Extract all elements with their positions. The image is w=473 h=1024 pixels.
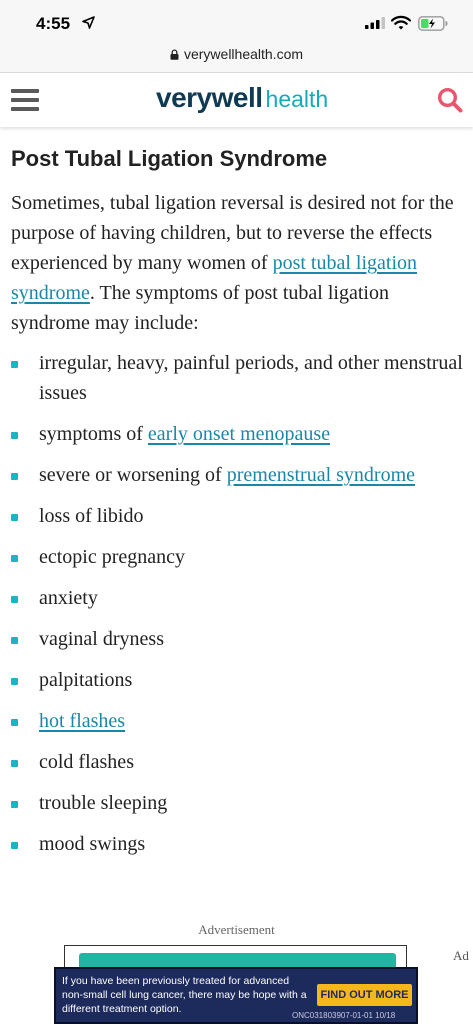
advertisement-label: Advertisement [198,922,275,937]
bullet-icon [11,842,18,849]
list-item [11,706,463,736]
link-early-onset-menopause[interactable]: early onset menopause [147,423,331,445]
status-time: 4:55 [36,14,71,33]
site-header [0,73,473,127]
lock-icon [170,49,179,60]
wifi-icon [391,15,411,30]
site-logo[interactable] [156,82,328,114]
ad-code: ONC031803907-01-01 10/18 [292,1011,396,1020]
bullet-icon [11,514,18,521]
list-item-text: mood swings [39,833,146,855]
list-item [11,747,463,777]
list-item-text: anxiety [39,587,98,609]
logo-verywell: verywell [156,82,263,113]
battery-charging-icon [418,16,448,31]
bullet-icon [11,637,18,644]
list-item-text: irregular, heavy, painful periods, and other menstrual issues [39,352,463,404]
list-item-text: symptoms of [39,423,148,445]
link-hot-flashes[interactable]: hot flashes [39,710,126,732]
link-premenstrual-syndrome[interactable]: premenstrual syndrome [226,464,415,486]
intro-text-2: . The symptoms of post tubal ligation syndrome may include: [11,282,389,334]
location-arrow-icon [82,16,95,29]
list-item [11,460,463,490]
bullet-icon [11,432,18,439]
cellular-signal-icon [365,17,385,29]
bullet-icon [11,555,18,562]
search-icon[interactable] [437,87,463,113]
status-bar [0,0,473,44]
intro-paragraph [11,188,463,338]
list-item [11,665,463,695]
ad-marker: Ad [453,948,469,963]
list-item [11,829,463,859]
list-item [11,583,463,613]
list-item-text: palpitations [39,669,133,691]
ad-banner[interactable] [54,967,418,1024]
bullet-icon [11,678,18,685]
list-item-text: loss of libido [39,505,144,527]
bullet-icon [11,801,18,808]
list-item [11,788,463,818]
url-bar[interactable] [0,44,473,73]
intro-text-1: Sometimes, tubal ligation reversal is desired not for the purpose of having children, but to reverse the effects experienced by many women of [11,192,454,274]
bullet-icon [11,719,18,726]
ad-find-out-more-button[interactable]: FIND OUT MORE [317,984,412,1006]
list-item-text: vaginal dryness [39,628,164,650]
list-item [11,348,463,408]
bullet-icon [11,473,18,480]
bullet-icon [11,596,18,603]
article-body [11,144,463,870]
symptom-list [11,348,463,859]
hamburger-menu-icon[interactable] [11,89,39,111]
list-item-text: ectopic pregnancy [39,546,186,568]
bullet-icon [11,760,18,767]
list-item-text: trouble sleeping [39,792,168,814]
link-post-tubal-ligation-syndrome[interactable]: post tubal ligation syndrome [11,252,418,304]
section-heading: Post Tubal Ligation Syndrome [11,146,328,171]
ad-copy: If you have been previously treated for advanced non-small cell lung cancer, there may be hope with a different treatment option. [62,975,307,1015]
list-item [11,501,463,531]
bullet-icon [11,361,18,368]
list-item [11,542,463,572]
url-text[interactable]: verywellhealth.com [183,46,304,62]
list-item-text: cold flashes [39,751,134,773]
list-item [11,624,463,654]
list-item [11,419,463,449]
logo-health: health [265,86,329,112]
list-item-text: severe or worsening of [39,464,227,486]
